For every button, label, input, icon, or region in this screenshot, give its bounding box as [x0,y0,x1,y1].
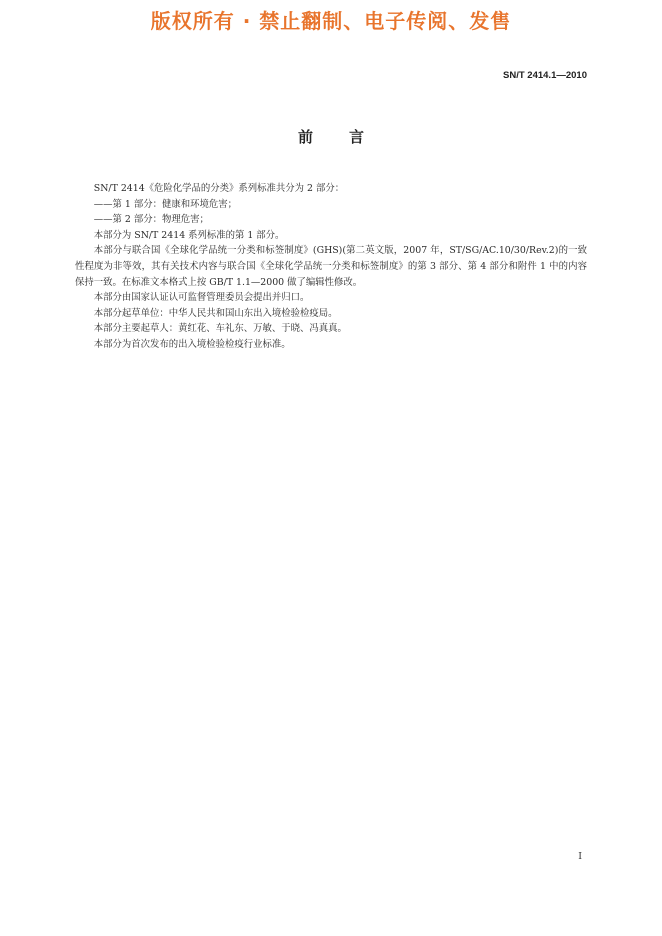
standard-code: SN/T 2414.1—2010 [503,70,587,81]
paragraph-proposer: 本部分由国家认证认可监督管理委员会提出并归口。 [93,292,310,304]
paragraph-drafters: 本部分主要起草人：黄红花、车礼东、万敏、于晓、冯真真。 [93,323,347,335]
paragraph-first-release: 本部分为首次发布的出入境检验检疫行业标准。 [93,338,291,350]
paragraph-part-1: ——第 1 部分：健康和环境危害； [93,198,237,210]
copyright-banner: 版权所有 · 禁止翻制、电子传阅、发售 [150,9,512,33]
paragraph-this-part: 本部分为 SN/T 2414 系列标准的第 1 部分。 [93,229,285,241]
paragraph-ghs-relation: 本部分与联合国《全球化学品统一分类和标签制度》(GHS)(第二英文版，2007 年，ST/SG/AC.10/30/Rev.2)的一致性程度为非等效，其有关技术内容与联合国《全球化学品统一分类和标签制度》的第 3 部分、第 4 部分和附件 1 中的内容保持一致。在标准文本格式上按 GB/T 1.1—2000 做了编辑性修改。 [75,245,587,288]
paragraph-series-intro: SN/T 2414《危险化学品的分类》系列标准共分为 2 部分： [93,183,345,194]
page-title: 前言 [297,128,400,146]
paragraph-drafting-unit: 本部分起草单位：中华人民共和国山东出入境检验检疫局。 [93,307,338,319]
page-number: I [578,851,582,862]
foreword-body [75,181,587,353]
paragraph-part-2: ——第 2 部分：物理危害； [93,214,209,226]
